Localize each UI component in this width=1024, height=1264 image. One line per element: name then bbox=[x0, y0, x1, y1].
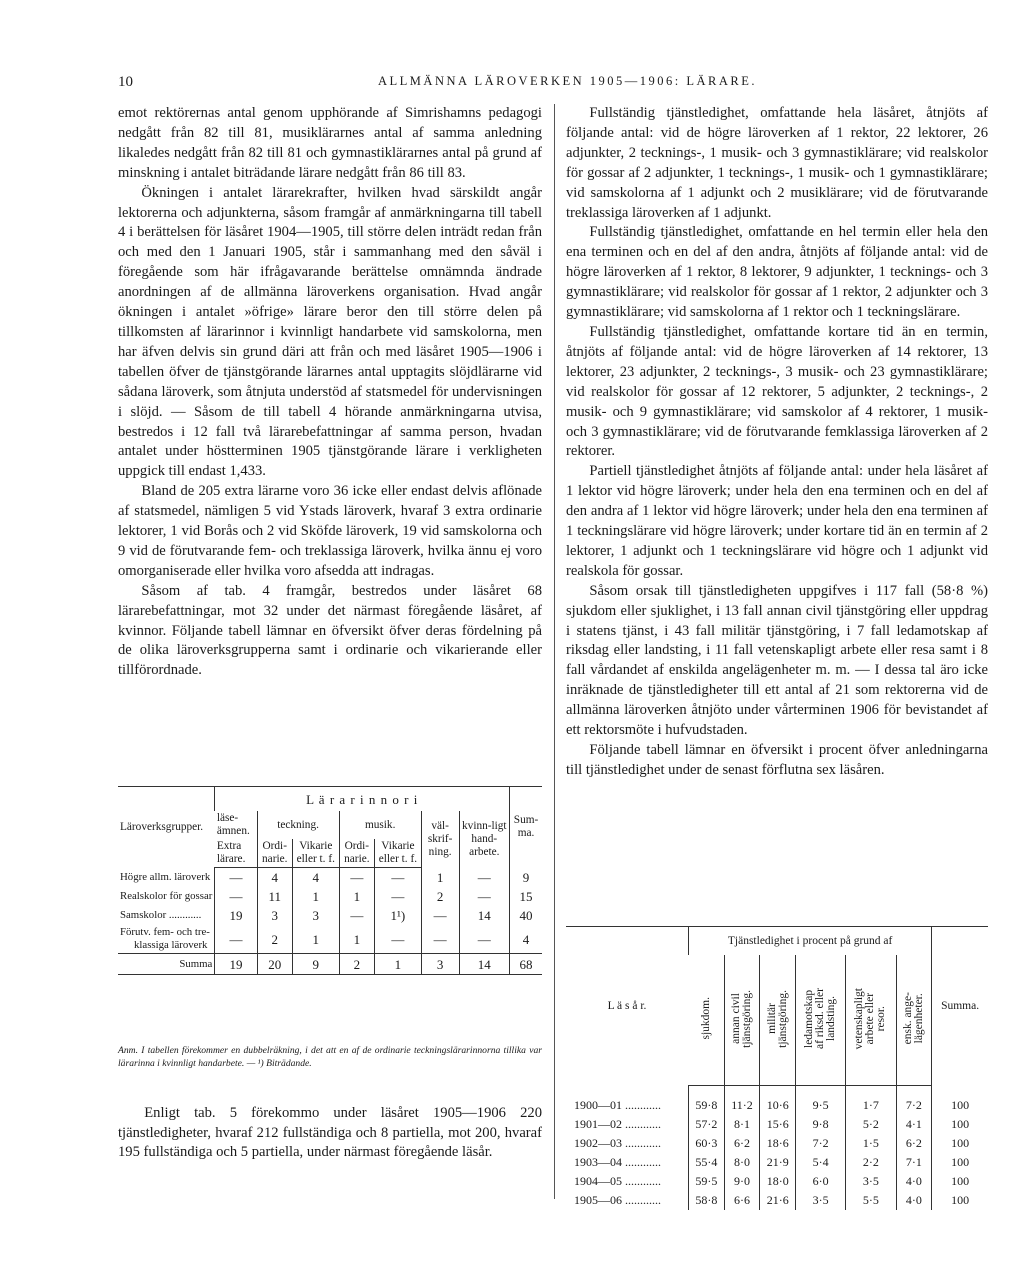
table-col-header: Summa. bbox=[932, 927, 988, 1086]
cell: 4 bbox=[257, 868, 292, 888]
table-row bbox=[118, 925, 542, 954]
cell: 9·0 bbox=[724, 1172, 760, 1191]
cell: 4 bbox=[510, 925, 542, 954]
cell: 1·7 bbox=[846, 1096, 896, 1115]
cell: 19 bbox=[215, 906, 257, 925]
row-label: Högre allm. läroverk bbox=[120, 870, 211, 883]
table-row bbox=[566, 1191, 988, 1210]
row-label: 1902—03 ............ bbox=[574, 1136, 661, 1150]
cell: — bbox=[421, 906, 459, 925]
cell: — bbox=[215, 887, 257, 906]
cell: — bbox=[215, 868, 257, 888]
cell: 6·2 bbox=[896, 1134, 932, 1153]
table-row bbox=[118, 887, 542, 906]
table-row bbox=[566, 1172, 988, 1191]
cell: 57·2 bbox=[689, 1115, 725, 1134]
cell: 1 bbox=[421, 868, 459, 888]
cell: 40 bbox=[510, 906, 542, 925]
cell: 60·3 bbox=[689, 1134, 725, 1153]
page-number: 10 bbox=[118, 74, 133, 90]
cell: 21·9 bbox=[760, 1153, 796, 1172]
row-label: 1901—02 ............ bbox=[574, 1117, 661, 1131]
cell: 6·6 bbox=[724, 1191, 760, 1210]
table-sub-header: Vikarie eller t. f. bbox=[375, 839, 422, 868]
cell: 68 bbox=[510, 954, 542, 975]
table-row bbox=[118, 906, 542, 925]
cell: 3 bbox=[257, 906, 292, 925]
cell: 4·0 bbox=[896, 1172, 932, 1191]
table-row bbox=[566, 1115, 988, 1134]
row-label: Samskolor ............ bbox=[120, 909, 202, 921]
cell: 11 bbox=[257, 887, 292, 906]
row-label: Realskolor för gossar bbox=[120, 890, 213, 902]
cell: 14 bbox=[459, 954, 510, 975]
table-col-header: ledamotskap af riksd. eller landsting. bbox=[796, 955, 846, 1086]
cell: — bbox=[375, 868, 422, 888]
cell: 9·5 bbox=[796, 1096, 846, 1115]
cell: 3·5 bbox=[846, 1172, 896, 1191]
cell: 4·1 bbox=[896, 1115, 932, 1134]
cell: 2 bbox=[257, 925, 292, 954]
cell: 8·0 bbox=[724, 1153, 760, 1172]
table-sum-row bbox=[118, 954, 542, 975]
table-col-header: vetenskapligt arbete eller resor. bbox=[846, 955, 896, 1086]
cell: 1¹) bbox=[375, 906, 422, 925]
paragraph: Såsom orsak till tjänstledigheten uppgifves i 117 fall (58·8 %) sjukdom eller sjuklighet, i 13 fall annan civil tjänstgöring eller uppdrag i statens tjänst, i 43 fall militär tjänstgöring, i 7 fall ledamotskap af riksdag eller landsting, i 11 fall vetenskapligt arbete eller resa samt i 8 fall vårdandet af enskilda angelägenheter m. m. — I dessa tal äro icke inräknade de tjänstledigheter till ett antal af 21 som rektorerna vid de allmänna läroverken åtnjöto under vårterminen 1906 för bevistandet af ett rektorsmöte i hufvudstaden. bbox=[566, 582, 988, 739]
paragraph: Följande tabell lämnar en öfversikt i procent öfver anledningarna till tjänstledighet under de senast förflutna sex läsåren. bbox=[566, 742, 988, 778]
cell: 100 bbox=[932, 1096, 988, 1115]
cell: — bbox=[339, 868, 374, 888]
table-col-header: kvinn-ligt hand-arbete. bbox=[459, 811, 510, 868]
cell: 3·5 bbox=[796, 1191, 846, 1210]
cell: 10·6 bbox=[760, 1096, 796, 1115]
cell: — bbox=[375, 925, 422, 954]
table-col-header: annan civil tjänstgöring. bbox=[724, 955, 760, 1086]
cell: 7·1 bbox=[896, 1153, 932, 1172]
paragraph: Partiell tjänstledighet åtnjöts af följande antal: under hela läsåret af 1 lektor vid högre läroverk; under hela den ena terminen och en del af den andra af 1 lektor vid högre läroverk; under hela den ena terminen af 1 teckningslärare vid högre läroverk; under kortare tid än en termin af 2 lektorer, 1 adjunkt och 1 teckningslärare vid högre och 1 adjunkt vid realskola för gossar. bbox=[566, 463, 988, 579]
cell: 3 bbox=[292, 906, 339, 925]
table-sub-header: Ordi-narie. bbox=[339, 839, 374, 868]
row-label: 1900—01 ............ bbox=[574, 1098, 661, 1112]
page-header bbox=[118, 74, 988, 94]
cell: 11·2 bbox=[724, 1096, 760, 1115]
paragraph: emot rektörernas antal genom upphörande af Simrishamns pedagogi nedgått från 82 till 81, musiklärarnes antal af samma anledning likaledes nedgått från 82 till 81 och gymnastiklärarnes antal på grund af minskning i antalet biträdande lärare nedgått från 86 till 83. bbox=[118, 105, 542, 181]
row-label bbox=[118, 925, 215, 954]
cell: 100 bbox=[932, 1172, 988, 1191]
row-label: 1904—05 ............ bbox=[574, 1174, 661, 1188]
spacer-row bbox=[566, 1086, 988, 1097]
table-col-header: musik. bbox=[339, 811, 421, 839]
cell: 100 bbox=[932, 1153, 988, 1172]
paragraph: Fullständig tjänstledighet, omfattande hela läsåret, åtnjöts af följande antal: vid de högre läroverken af 1 rektor, 22 lektorer, 26 adjunkter, 2 tecknings-, 1 musik- och 3 gymnastiklärare; vid realskolor för gossar af 2 adjunkter, 1 tecknings-, 1 musik- och 1 gymnastiklärare; vid samskolorna af 1 adjunkt och 2 musiklärare; vid de förutvarande treklassiga läroverken af 1 adjunkt. bbox=[566, 105, 988, 221]
female-teachers-table bbox=[118, 786, 542, 975]
table-col-header: ensk. ange- lägenheter. bbox=[896, 955, 932, 1086]
cell: 1 bbox=[339, 925, 374, 954]
cell: 2 bbox=[339, 954, 374, 975]
cell: 21·6 bbox=[760, 1191, 796, 1210]
cell: 1 bbox=[375, 954, 422, 975]
cell: 6·2 bbox=[724, 1134, 760, 1153]
cell: — bbox=[421, 925, 459, 954]
cell: 18·6 bbox=[760, 1134, 796, 1153]
cell: 7·2 bbox=[896, 1096, 932, 1115]
cell: — bbox=[339, 906, 374, 925]
cell: 59·5 bbox=[689, 1172, 725, 1191]
leave-reasons-table bbox=[566, 926, 988, 1210]
cell: 5·5 bbox=[846, 1191, 896, 1210]
cell: 59·8 bbox=[689, 1096, 725, 1115]
cell: 9·8 bbox=[796, 1115, 846, 1134]
cell: 7·2 bbox=[796, 1134, 846, 1153]
table-sub-header: Vikarie eller t. f. bbox=[292, 839, 339, 868]
cell: 9 bbox=[292, 954, 339, 975]
cell: 18·0 bbox=[760, 1172, 796, 1191]
cell: 20 bbox=[257, 954, 292, 975]
cell: 4·0 bbox=[896, 1191, 932, 1210]
table-note: Anm. I tabellen förekommer en dubbelräkning, i det att en af de ordinarie teckningslärarinnorna tillika var lärarinna i kvinnligt handarbete. — ¹) Biträdande. bbox=[118, 1045, 542, 1069]
table-group-header: Tjänstledighet i procent på grund af bbox=[689, 927, 932, 956]
column-divider bbox=[554, 104, 555, 1199]
cell: 9 bbox=[510, 868, 542, 888]
cell: 5·2 bbox=[846, 1115, 896, 1134]
running-title: ALLMÄNNA LÄROVERKEN 1905—1906: LÄRARE. bbox=[378, 74, 758, 88]
paragraph: Fullständig tjänstledighet, omfattande en hel termin eller hela den ena terminen och en del af den andra, åtnjöts af följande antal: vid de högre läroverken af 1 rektor, 8 lektorer, 9 adjunkter, 1 tecknings- och 3 gymnastiklärare; vid realskolor för gossar af 1 rektor, 2 adjunkter och 3 gymnastiklärare; vid samskolorna af 1 rektor och 1 teckningslärare. bbox=[566, 224, 988, 321]
row-label: 1903—04 ............ bbox=[574, 1155, 661, 1169]
row-label: Summa bbox=[118, 954, 215, 975]
cell: 1 bbox=[292, 887, 339, 906]
paragraph: Fullständig tjänstledighet, omfattande kortare tid än en termin, åtnjöts af följande antal: vid de högre läroverken af 14 rektorer, 13 lektorer, 23 adjunkter, 2 tecknings-, 3 musik- och 23 gymnastiklärare; vid realskolor för gossar af 12 rektorer, 5 adjunkter, 2 tecknings-, 2 musik- och 9 gymnastiklärare; vid samskolor af 4 rektorer, 1 musik- och 3 gymnastiklärare; vid de förutvarande femklassiga läroverken af 2 rektorer. bbox=[566, 323, 988, 460]
table-row bbox=[566, 1096, 988, 1115]
paragraph: Ökningen i antalet lärarekrafter, hvilken hvad särskildt angår lektorerna och adjunkterna, såsom framgår af anmärkningarna till tabell 4 i berättelsen för läsåret 1904—1905, till större delen inträdt redan från och med den 1 Januari 1905, står i sammanhang med den såväl i föregående som här ifrågavarande berättelse omnämnda ändrade anordningen af de allmänna läroverkens organisation. Hvad angår ökningen i antalet »öfrige» lärare beror den till större delen på tillkomsten af lärarinnor i kvinnligt handarbete vid samskolorna, men har äfven delvis sin grund däri att från och med läsåret 1905—1906 i tabellen öfver de tjänstgörande lärarnes antal upptagits slöjdlärarne vid sådana läroverk, som åtnjuta understöd af statsmedel för undervisningen i slöjd. — Såsom de till tabell 4 hörande anmärkningarna utvisa, bestredos i 12 fall två lärarebefattningar af samma person, hvadan antalet under höstterminen 1905 tjänstgörande lärare i verkligheten uppgick till endast 1,433. bbox=[118, 184, 542, 480]
row-label: 1905—06 ............ bbox=[574, 1193, 661, 1207]
row-label-line: Förutv. fem- och tre- bbox=[120, 926, 210, 938]
cell: 3 bbox=[421, 954, 459, 975]
left-bottom-text bbox=[118, 1104, 542, 1163]
cell: 100 bbox=[932, 1115, 988, 1134]
cell: 19 bbox=[215, 954, 257, 975]
cell: 1·5 bbox=[846, 1134, 896, 1153]
cell: 8·1 bbox=[724, 1115, 760, 1134]
table-row bbox=[566, 1134, 988, 1153]
table-sub-header: Extra lärare. bbox=[215, 839, 257, 868]
cell: 2 bbox=[421, 887, 459, 906]
cell: 100 bbox=[932, 1134, 988, 1153]
cell: 2·2 bbox=[846, 1153, 896, 1172]
table-col-header: Sum-ma. bbox=[510, 787, 542, 868]
table-col-header: sjukdom. bbox=[689, 955, 725, 1086]
paragraph: Såsom af tab. 4 framgår, bestredos under läsåret 68 lärarebefattningar, mot 32 under det närmast föregående läsåret, af kvinnor. Följande tabell lämnar en öfversikt öfver deras fördelning på de olika läroverksgrupperna samt i ordinarie och vikarierande eller tillförordnade. bbox=[118, 582, 542, 679]
paragraph: Bland de 205 extra lärarne voro 36 icke eller endast delvis aflönade af statsmedel, nämligen 5 vid Ystads läroverk, hvaraf 3 extra ordinarie lektorer, 1 vid Borås och 2 vid Sköfde läroverk, 19 vid samskolorna och 9 vid de förutvarande fem- och treklassiga läroverk, hvilka ännu ej voro omorganiserade eller hvilka voro afsedda att indragas. bbox=[118, 483, 542, 579]
table-row-header: L ä s å r. bbox=[566, 927, 689, 1086]
row-label-line: klassiga läroverk bbox=[134, 939, 208, 951]
cell: 6·0 bbox=[796, 1172, 846, 1191]
cell: — bbox=[459, 868, 510, 888]
table-row-header: Läroverksgrupper. bbox=[118, 787, 215, 868]
table-col-header: teckning. bbox=[257, 811, 339, 839]
cell: — bbox=[215, 925, 257, 954]
cell: 15·6 bbox=[760, 1115, 796, 1134]
cell: 1 bbox=[339, 887, 374, 906]
left-column bbox=[118, 104, 542, 681]
cell: 4 bbox=[292, 868, 339, 888]
cell: 14 bbox=[459, 906, 510, 925]
cell: 1 bbox=[292, 925, 339, 954]
cell: 100 bbox=[932, 1191, 988, 1210]
cell: — bbox=[459, 887, 510, 906]
cell: 15 bbox=[510, 887, 542, 906]
right-column bbox=[566, 104, 988, 781]
table-col-header: väl-skrif-ning. bbox=[421, 811, 459, 868]
table-row bbox=[566, 1153, 988, 1172]
cell: — bbox=[459, 925, 510, 954]
cell: — bbox=[375, 887, 422, 906]
table-row bbox=[118, 868, 542, 888]
table-col-header: militär tjänstgöring. bbox=[760, 955, 796, 1086]
table-sub-header: Ordi-narie. bbox=[257, 839, 292, 868]
cell: 5·4 bbox=[796, 1153, 846, 1172]
paragraph: Enligt tab. 5 förekommo under läsåret 1905—1906 220 tjänstledigheter, hvaraf 212 fullständiga och 8 partiella, mot 200, hvaraf 195 fullständiga och 5 partiella, under närmast föregående läsår. bbox=[118, 1105, 542, 1160]
cell: 58·8 bbox=[689, 1191, 725, 1210]
cell: 55·4 bbox=[689, 1153, 725, 1172]
table-group-header: L ä r a r i n n o r i bbox=[215, 787, 510, 812]
table-col-header: läse-ämnen. bbox=[216, 812, 250, 837]
